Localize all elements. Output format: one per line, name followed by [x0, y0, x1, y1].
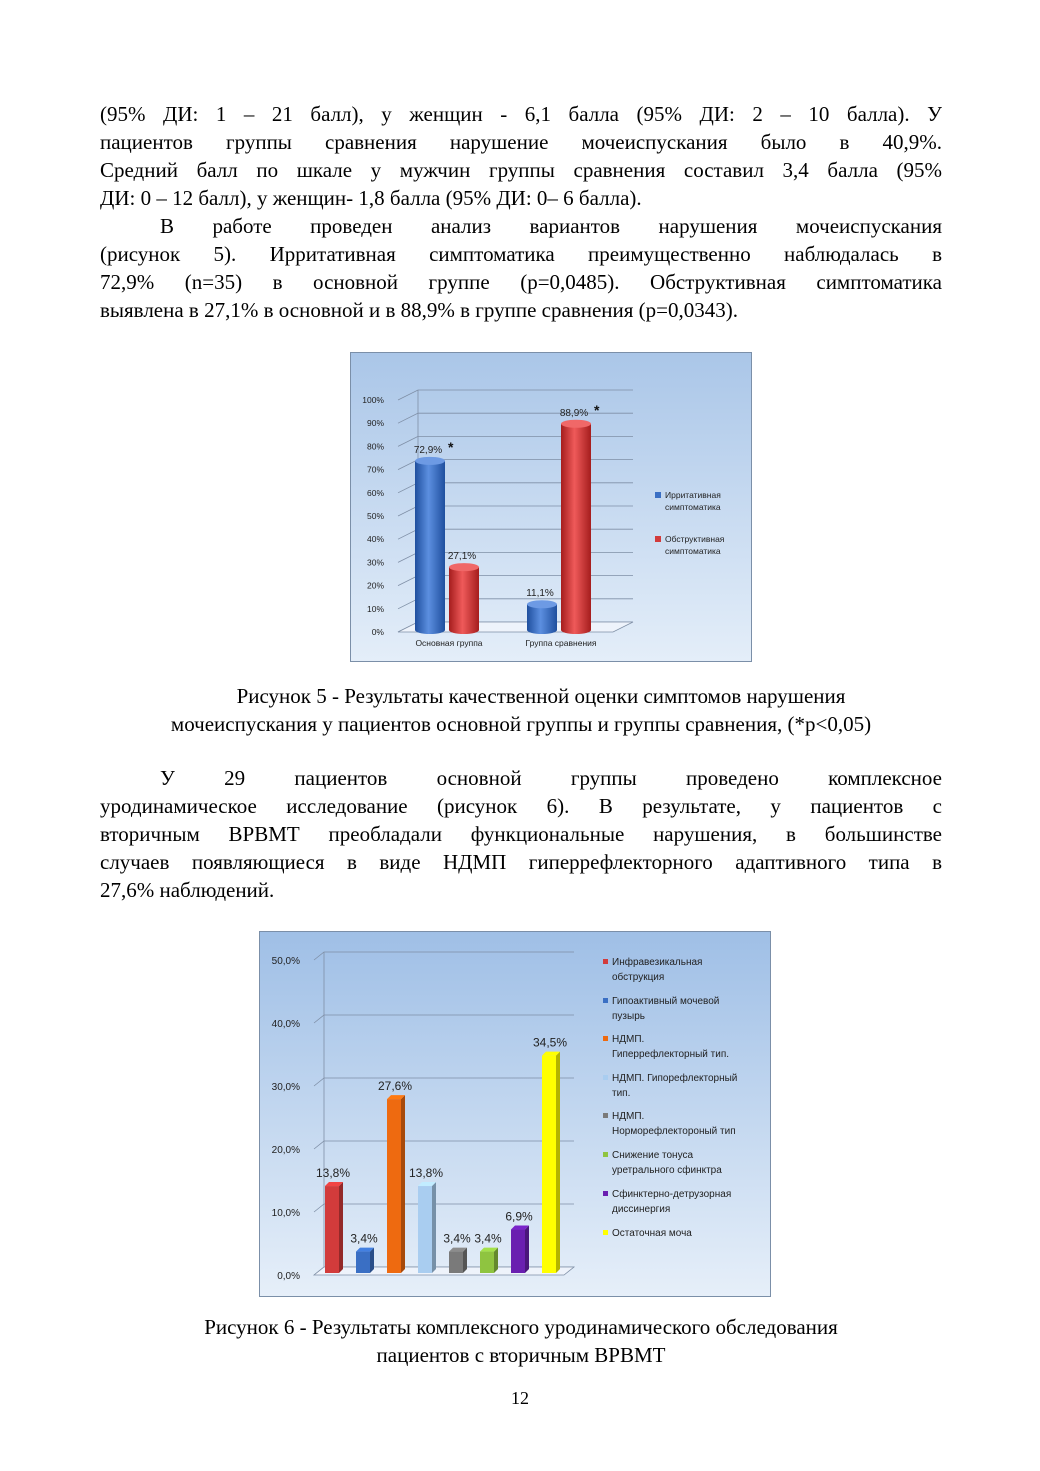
text-line: уродинамическое исследование (рисунок 6). В результате, у пациентов с	[100, 794, 942, 818]
bar-side	[494, 1248, 498, 1273]
legend-label: НДМП. Гипорефлекторный	[612, 1073, 738, 1084]
legend-swatch	[655, 492, 661, 498]
data-label: 3,4%	[443, 1231, 471, 1246]
legend-label: НДМП.	[612, 1034, 645, 1045]
bar-body	[415, 461, 445, 634]
y-tick-label: 80%	[366, 441, 384, 452]
y-tick-label: 10%	[366, 603, 384, 614]
bar	[387, 1095, 405, 1273]
paragraph-1	[100, 100, 942, 212]
data-label: 3,4%	[474, 1231, 502, 1246]
legend-swatch	[603, 959, 608, 964]
bar-body	[418, 1186, 432, 1273]
figure-6	[259, 931, 771, 1297]
page-number: 12	[511, 1388, 529, 1408]
bar-side	[525, 1226, 529, 1273]
text-line: Средний балл по шкале у мужчин группы сравнения составил 3,4 балла (95%	[100, 158, 942, 182]
bar	[480, 1248, 498, 1273]
text-line: вторичным ВРВМТ преобладали функциональные нарушения, в большинстве	[100, 822, 942, 846]
bar	[356, 1248, 374, 1273]
y-tick-label: 100%	[362, 395, 384, 405]
figure-6-caption	[100, 1313, 942, 1369]
y-tick-label: 40,0%	[271, 1019, 300, 1030]
bar-side	[463, 1248, 467, 1273]
text-line: (95% ДИ: 1 – 21 балл), у женщин - 6,1 балла (95% ДИ: 2 – 10 балла). У	[100, 102, 942, 126]
bar	[449, 1248, 467, 1273]
legend-swatch	[603, 1036, 608, 1041]
legend-label: Сфинктерно-детрузорная	[612, 1189, 732, 1200]
data-label: 72,9%	[413, 444, 443, 456]
bar-side	[401, 1095, 405, 1273]
legend-label: симптоматика	[665, 502, 721, 512]
legend-swatch	[603, 1113, 608, 1118]
y-tick-label: 30%	[366, 557, 384, 568]
y-tick-label: 0,0%	[277, 1271, 300, 1282]
bar	[415, 457, 445, 634]
y-tick-label: 50,0%	[271, 956, 300, 967]
bar-body	[449, 1252, 463, 1273]
y-tick-label: 20%	[366, 580, 384, 591]
bar	[561, 420, 591, 634]
bar-side	[556, 1052, 560, 1273]
legend-swatch	[603, 998, 608, 1003]
y-tick-label: 70%	[366, 464, 384, 475]
bar	[542, 1052, 560, 1273]
caption-line: мочеиспускания у пациентов основной группы и группы сравнения, (*p<0,05)	[170, 712, 872, 736]
text-line: В работе проведен анализ вариантов нарушения мочеиспускания	[160, 214, 942, 238]
legend-label: Снижение тонуса	[612, 1150, 694, 1161]
data-label: 27,6%	[377, 1079, 413, 1094]
chart-urodynamics	[259, 931, 771, 1297]
legend-swatch	[603, 1075, 608, 1080]
y-tick-label: 20,0%	[271, 1145, 300, 1156]
bar-top	[415, 457, 445, 465]
y-tick-label: 50%	[366, 511, 384, 521]
text-line: ДИ: 0 – 12 балл), у женщин- 1,8 балла (95% ДИ: 0– 6 балла).	[100, 186, 642, 210]
data-label: 34,5%	[532, 1035, 568, 1050]
legend-label: Обструктивная	[665, 534, 725, 544]
chart-floor	[314, 1267, 574, 1275]
legend-label: тип.	[612, 1088, 631, 1099]
y-tick-label: 40%	[366, 534, 384, 545]
bar-body	[480, 1252, 494, 1273]
y-tick-label: 30,0%	[271, 1082, 300, 1093]
text-line: (рисунок 5). Ирритативная симптоматика преимущественно наблюдалась в	[100, 242, 942, 266]
caption-line: пациентов с вторичным ВРВМТ	[376, 1343, 666, 1367]
bar	[511, 1226, 529, 1273]
paragraph-2	[100, 212, 942, 324]
bar-body	[561, 424, 591, 634]
bar-body	[356, 1252, 370, 1273]
legend-label: пузырь	[612, 1011, 645, 1022]
legend-swatch	[655, 536, 661, 542]
data-label: 3,4%	[350, 1231, 378, 1246]
bar-side	[370, 1248, 374, 1273]
y-tick-label: 90%	[366, 418, 384, 429]
caption-line: Рисунок 5 - Результаты качественной оценки симптомов нарушения	[236, 684, 846, 708]
x-category-label: Основная группа	[415, 638, 483, 648]
legend-label: Остаточная моча	[612, 1228, 692, 1239]
significance-mark: *	[594, 401, 600, 418]
y-tick-label: 0%	[371, 627, 384, 637]
text-line: случаев появляющиеся в виде НДМП гиперрефлекторного адаптивного типа в	[100, 850, 942, 874]
bar	[527, 600, 557, 634]
data-label: 13,8%	[408, 1166, 444, 1181]
legend-label: уретрального сфинктра	[612, 1165, 722, 1176]
chart-symptoms	[350, 352, 752, 662]
legend-label: диссинергия	[612, 1204, 671, 1215]
text-line: выявлена в 27,1% в основной и в 88,9% в группе сравнения (p=0,0343).	[100, 298, 739, 322]
legend-label: НДМП.	[612, 1111, 645, 1122]
figure-5-caption	[100, 682, 942, 738]
legend-label: Инфравезикальная	[612, 957, 703, 968]
caption-line: Рисунок 6 - Результаты комплексного уродинамического обследования	[204, 1315, 838, 1339]
bar-top	[527, 600, 557, 608]
bar	[325, 1182, 343, 1273]
legend-label: Ирритативная	[665, 490, 721, 500]
bar	[418, 1182, 436, 1273]
bar-body	[511, 1230, 525, 1273]
legend-label: Гипоактивный мочевой	[612, 996, 720, 1007]
legend-swatch	[603, 1230, 608, 1235]
x-category-label: Группа сравнения	[525, 638, 597, 648]
bar-side	[339, 1182, 343, 1273]
text-line: 27,6% наблюдений.	[100, 878, 275, 902]
bar-top	[449, 563, 479, 571]
legend-swatch	[603, 1152, 608, 1157]
bar-body	[449, 567, 479, 634]
y-tick-label: 10,0%	[271, 1208, 300, 1219]
bar-body	[325, 1186, 339, 1273]
bar-body	[542, 1056, 556, 1273]
legend-label: симптоматика	[665, 546, 721, 556]
data-label: 13,8%	[315, 1166, 351, 1181]
data-label: 11,1%	[526, 588, 554, 600]
text-line: У 29 пациентов основной группы проведено комплексное	[160, 766, 942, 790]
data-label: 88,9%	[559, 407, 589, 419]
bar-top	[561, 420, 591, 428]
data-label: 27,1%	[447, 551, 477, 563]
legend-label: обструкция	[612, 972, 665, 983]
significance-mark: *	[448, 438, 454, 455]
text-line: пациентов группы сравнения нарушение мочеиспускания было в 40,9%.	[100, 130, 942, 154]
bar-body	[527, 604, 557, 634]
bar	[449, 563, 479, 634]
legend-swatch	[603, 1191, 608, 1196]
bar-body	[387, 1099, 401, 1273]
text-line: 72,9% (n=35) в основной группе (p=0,0485). Обструктивная симптоматика	[100, 270, 942, 294]
legend-label: Гиперрефлекторный тип.	[612, 1049, 730, 1060]
data-label: 6,9%	[505, 1209, 533, 1224]
paragraph-3	[100, 764, 942, 904]
bar-side	[432, 1182, 436, 1273]
legend-label: Норморефлектороный тип	[612, 1126, 736, 1137]
figure-5	[350, 352, 752, 662]
y-tick-label: 60%	[366, 487, 384, 498]
